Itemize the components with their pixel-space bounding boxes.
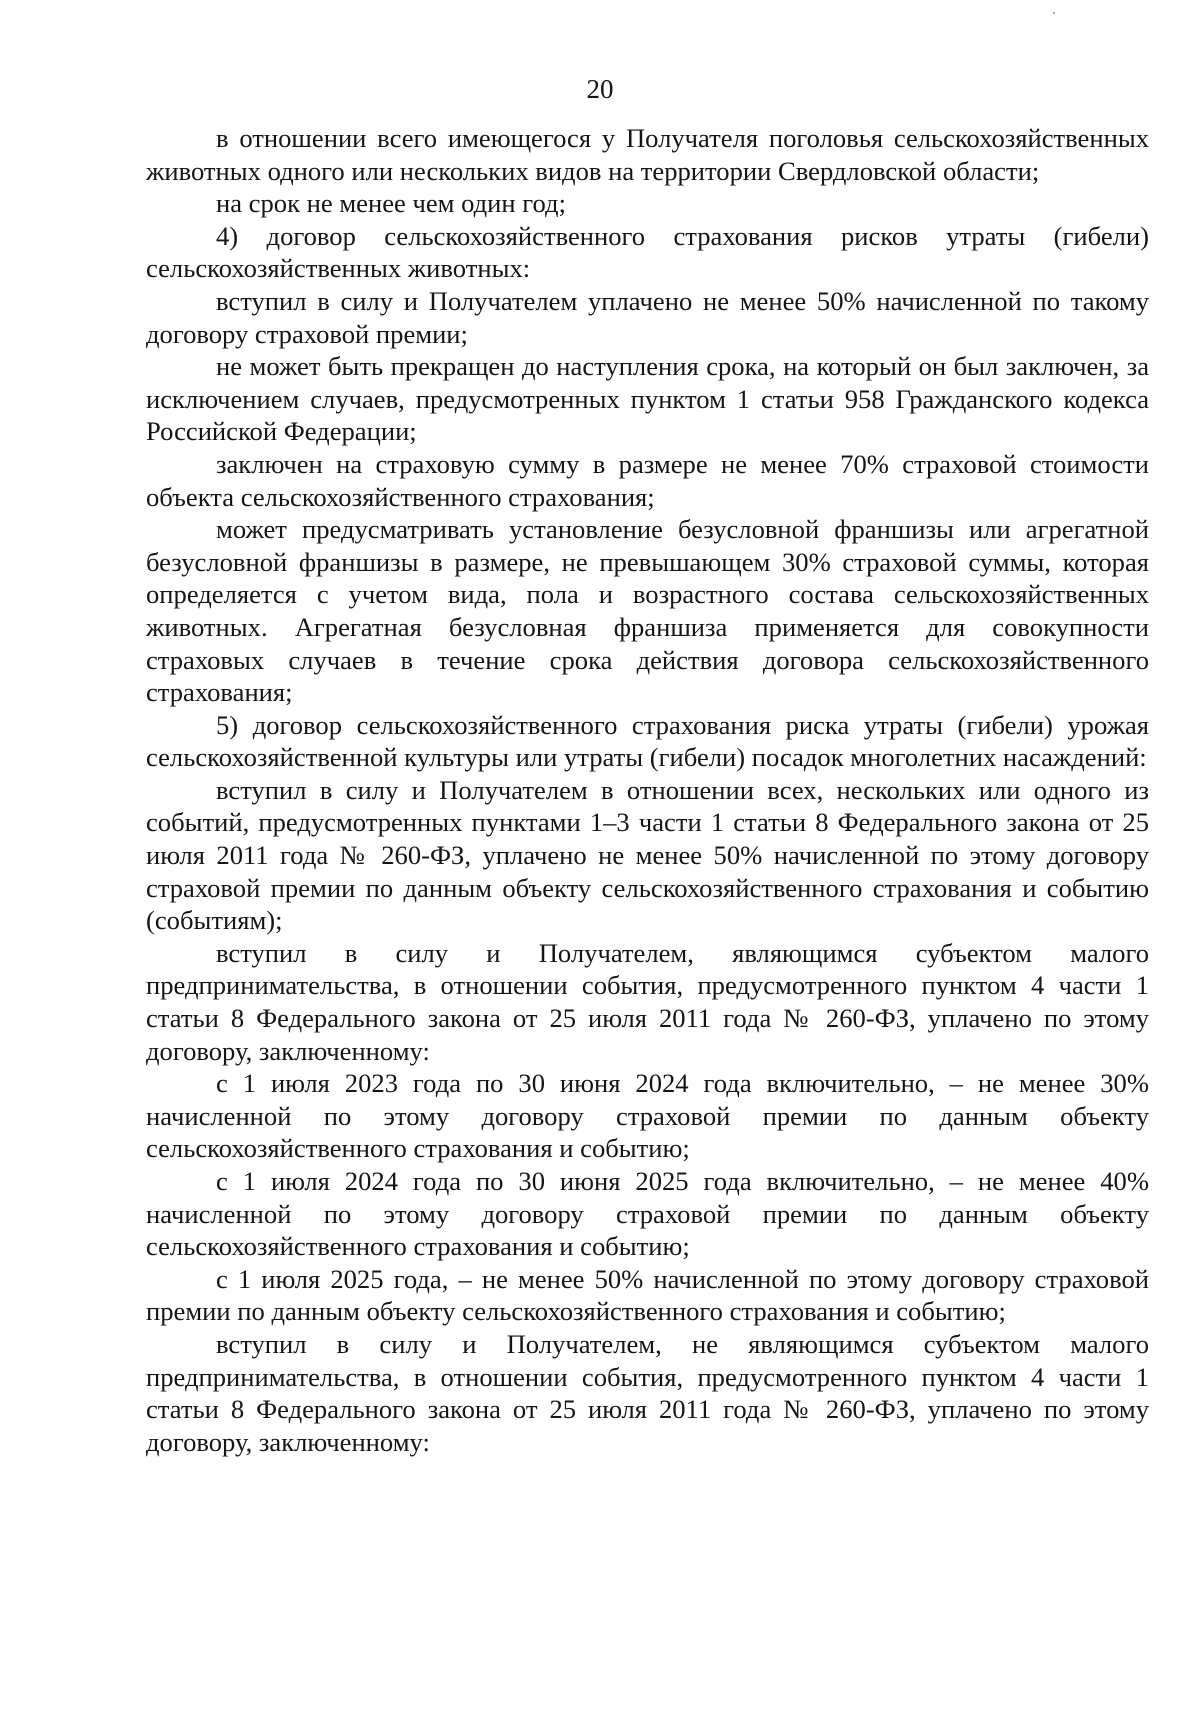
paragraph-insured-sum: заключен на страховую сумму в размере не менее 70% страховой стоимости объекта сельскохозяйственного страхования; bbox=[146, 448, 1149, 512]
paragraph-non-small-business-event-4: вступил в силу и Получателем, не являющимся субъектом малого предпринимательства, в отношении события, предусмотренного пунктом 4 части 1 статьи 8 Федерального закона от 25 июля 2011 года № 260-ФЗ, уплачено по этому договору, заключенному: bbox=[146, 1328, 1149, 1457]
paragraph-small-business-event-4: вступил в силу и Получателем, являющимся субъектом малого предпринимательства, в отношении события, предусмотренного пунктом 4 части 1 статьи 8 Федерального закона от 25 июля 2011 года № 260-ФЗ, уплачено по этому договору, заключенному: bbox=[146, 937, 1149, 1066]
page-number: 20 bbox=[586, 74, 614, 104]
paragraph-premium-paid: вступил в силу и Получателем уплачено не менее 50% начисленной по такому договору страховой премии; bbox=[146, 285, 1149, 349]
paragraph-events-1-3: вступил в силу и Получателем в отношении всех, нескольких или одного из событий, предусмотренных пунктами 1–3 части 1 статьи 8 Федерального закона от 25 июля 2011 года № 260-ФЗ, уплачено не менее 50% начисленной по этому договору страховой премии по данным объекту сельскохозяйственного страхования и событию (событиям); bbox=[146, 774, 1149, 936]
paragraph-termination: не может быть прекращен до наступления срока, на который он был заключен, за исключением случаев, предусмотренных пунктом 1 статьи 958 Гражданского кодекса Российской Федерации; bbox=[146, 351, 1149, 447]
document-body bbox=[146, 122, 1149, 1458]
paragraph-item-4-heading: 4) договор сельскохозяйственного страхования рисков утраты (гибели) сельскохозяйственных животных: bbox=[146, 220, 1149, 284]
paragraph-item-5-heading: 5) договор сельскохозяйственного страхования риска утраты (гибели) урожая сельскохозяйственной культуры или утраты (гибели) посадок многолетних насаждений: bbox=[146, 709, 1149, 773]
scan-speck bbox=[1053, 12, 1055, 14]
paragraph-period-2024-2025: с 1 июля 2024 года по 30 июня 2025 года включительно, – не менее 40% начисленной по этому договору страховой премии по данным объекту сельскохозяйственного страхования и событию; bbox=[146, 1166, 1149, 1262]
paragraph-franchise: может предусматривать установление безусловной франшизы или агрегатной безусловной франшизы в размере, не превышающем 30% страховой суммы, которая определяется с учетом вида, пола и возрастного состава сельскохозяйственных животных. Агрегатная безусловная франшиза применяется для совокупности страховых случаев в течение срока действия договора сельскохозяйственного страхования; bbox=[146, 514, 1149, 708]
paragraph-term: на срок не менее чем один год; bbox=[216, 188, 566, 219]
paragraph-livestock-scope: в отношении всего имеющегося у Получателя поголовья сельскохозяйственных животных одного или нескольких видов на территории Свердловской области; bbox=[146, 123, 1149, 186]
paragraph-period-2023-2024: с 1 июля 2023 года по 30 июня 2024 года включительно, – не менее 30% начисленной по этому договору страховой премии по данным объекту сельскохозяйственного страхования и событию; bbox=[146, 1068, 1149, 1164]
paragraph-period-from-2025: с 1 июля 2025 года, – не менее 50% начисленной по этому договору страховой премии по данным объекту сельскохозяйственного страхования и событию; bbox=[146, 1263, 1149, 1327]
